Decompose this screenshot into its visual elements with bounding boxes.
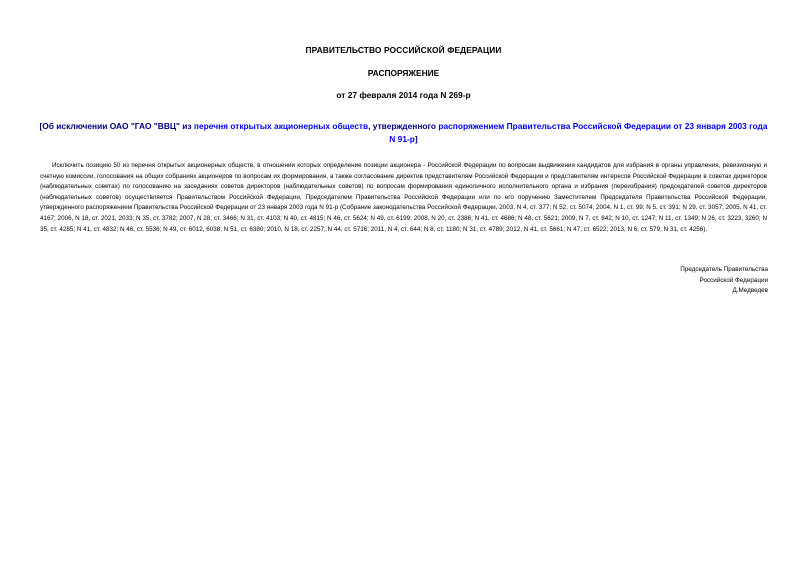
document-date: от 27 февраля 2014 года N 269-р [336,90,471,100]
signature-position: Председатель Правительства [680,266,768,273]
signature-position-2: Российской Федерации [699,276,768,284]
title-text-end: ] [414,133,418,144]
title-link-list[interactable]: перечня открытых акционерных обществ [193,121,369,131]
signature-block [468,265,768,297]
government-heading: ПРАВИТЕЛЬСТВО РОССИЙСКОЙ ФЕДЕРАЦИИ [305,45,502,55]
body-paragraph: Исключить позицию 50 из перечня открытых акционерных обществ, в отношении которых определение позиции акционера - Российской Федерации по вопросам выдвижения кандидатов для избрания в органы управления, ревизионную и счетную комиссии, голосования на общих собраниях акционеров по вопросам их формирования, а также согласование директив представителям Российской Федерации и представителям интересов Российской Федерации в советах директоров (наблюдательных советах) по голосованию на заседаниях советов директоров (наблюдательных советов) по вопросам формирования единоличного исполнительного органа и избрания (переизбрания) председателей советов директоров (наблюдательных советов) осуществляется Правительством Российской Федерации, Председателем Правительства Российской Федерации или по его поручению Заместителем Председателя Правительства Российской Федерации, утвержденного распоряжением Правительства Российской Федерации от 23 января 2003 года N 91-р (Собрание законодательства Российской Федерации, 2003, N 4, ст. 377; N 52, ст. 5074; 2004, N 1, ст. 99; N 5, ст. 391; N 29, ст. 3057; 2005, N 41, ст. 4167; 2006, N 18, ст. 2021, 2033; N 35, ст. 3782; 2007, N 28, ст. 3466; N 31, ст. 4103; N 40, ст. 4815; N 46, ст. 5624; N 49, ст. 6199; 2008, N 20, ст. 2386; N 41, ст. 4686; N 48, ст. 5621; 2009, N 7, ст. 842; N 10, ст. 1247; N 11, ст. 1349; N 26, ст. 3223, 3260; N 35, ст. 4285; N 41, ст. 4832; N 46, ст. 5536; N 49, ст. 6012, 6038; N 51, ст. 6380; 2010, N 18, ст. 2257; N 44, ст. 5716; 2011, N 4, ст. 644; N 8, ст. 1180; N 31, ст. 4789; 2012, N 41, ст. 5661; N 47, ст. 6522; 2013, N 6, ст. 579; N 31, ст. 4256). [40,162,767,233]
title-link-order[interactable]: распоряжением Правительства Российской Федерации от 23 января 2003 года N 91-р [389,121,768,144]
document-title [36,120,771,145]
document-kind: РАСПОРЯЖЕНИЕ [367,68,440,78]
signature-name: Д.Медведев [732,287,768,295]
title-text-middle: , утвержденного [368,121,439,131]
title-text-start: [Об исключении ОАО "ГАО "ВВЦ" из [39,121,194,131]
